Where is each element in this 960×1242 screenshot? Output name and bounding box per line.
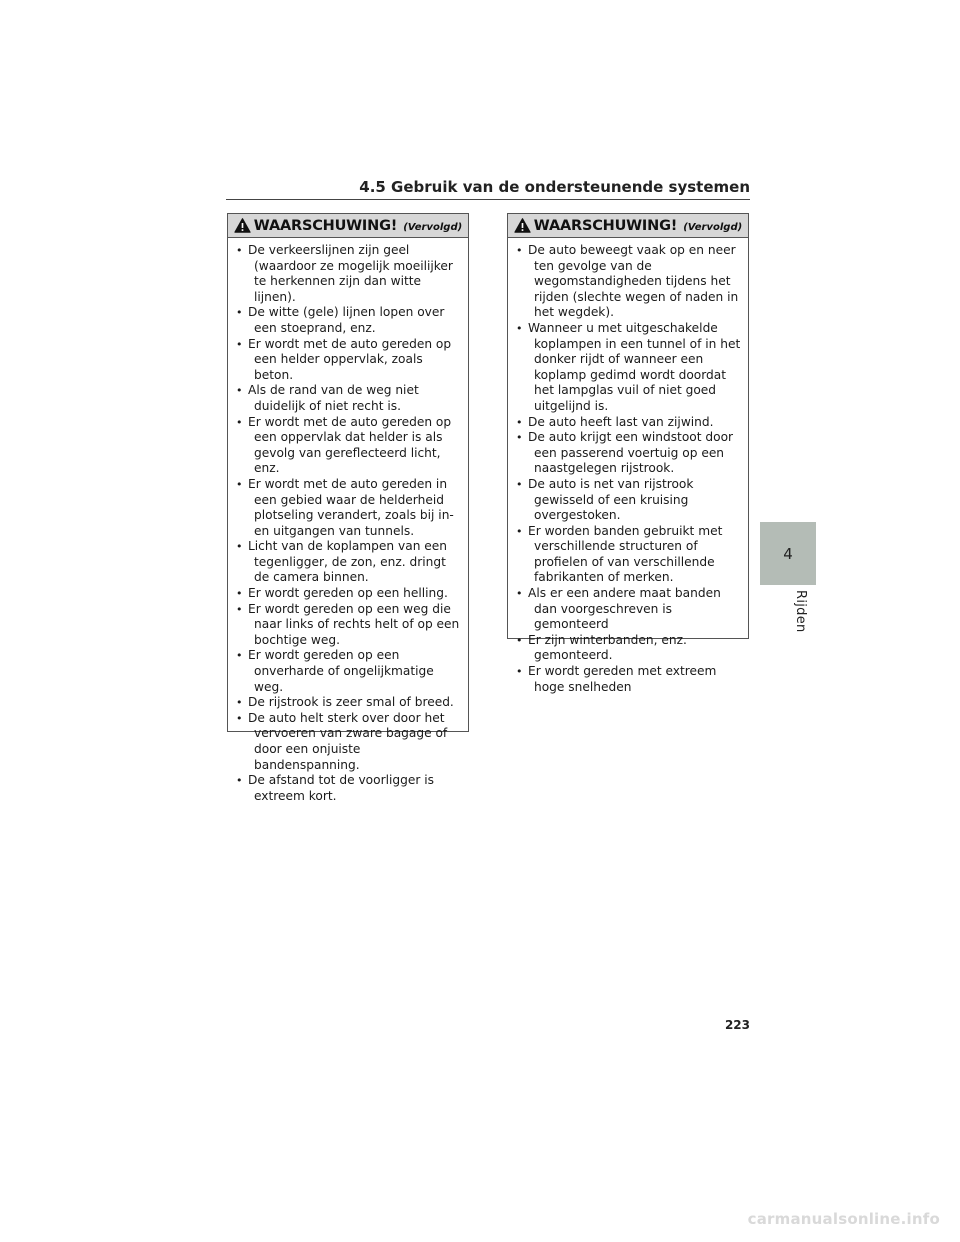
list-item: • De afstand tot de voorligger is extreem kort. [238,773,462,804]
list-item: • Er wordt met de auto gereden in een gebied waar de helderheid plotseling verandert, zoals bij in- en uitgangen van tunnels. [238,477,462,539]
warning-list [228,238,468,804]
list-item: • Als er een andere maat banden dan voorgeschreven is gemonteerd [518,586,742,633]
list-item: • Er wordt gereden met extreem hoge snelheden [518,664,742,695]
list-item: • De auto heeft last van zijwind. [518,415,742,431]
list-item: • Er wordt gereden op een onverharde of ongelijkmatige weg. [238,648,462,695]
warning-header [228,214,468,238]
chapter-number: 4 [783,544,793,563]
warning-title: WAARSCHUWING! [253,217,398,234]
section-header: 4.5 Gebruik van de ondersteunende systemen [359,178,750,196]
list-item: • Er worden banden gebruikt met verschillende structuren of profielen of van verschillende fabrikanten of merken. [518,524,742,586]
warning-title: WAARSCHUWING! [533,217,678,234]
chapter-label: Rijden [793,590,808,633]
list-item: • Wanneer u met uitgeschakelde koplampen in een tunnel of in het donker rijdt of wanneer een koplamp gedimd wordt doordat het lampglas vuil of niet goed uitgelijnd is. [518,321,742,415]
list-item: • Er wordt gereden op een weg die naar links of rechts helt of op een bochtige weg. [238,602,462,649]
list-item: • Er wordt met de auto gereden op een oppervlak dat helder is als gevolg van gereflecteerd licht, enz. [238,415,462,477]
list-item: • De rijstrook is zeer smal of breed. [238,695,462,711]
list-item: • Er zijn winterbanden, enz. gemonteerd. [518,633,742,664]
header-divider [226,199,750,200]
list-item: • Er wordt met de auto gereden op een helder oppervlak, zoals beton. [238,337,462,384]
list-item: • De auto beweegt vaak op en neer ten gevolge van de wegomstandigheden tijdens het rijden (slechte wegen of naden in het wegdek). [518,243,742,321]
chapter-tab [760,522,816,585]
list-item: • De auto krijgt een windstoot door een passerend voertuig op een naastgelegen rijstrook. [518,430,742,477]
watermark: carmanualsonline.info [747,1210,940,1228]
warning-triangle-icon [234,218,251,233]
warning-subtitle: (Vervolgd) [683,222,743,233]
list-item: • Als de rand van de weg niet duidelijk of niet recht is. [238,383,462,414]
list-item: • De auto is net van rijstrook gewisseld of een kruising overgestoken. [518,477,742,524]
list-item: • De verkeerslijnen zijn geel (waardoor ze mogelijk moeilijker te herkennen zijn dan witte lijnen). [238,243,462,305]
warning-box-right [507,213,749,694]
warning-triangle-icon [514,218,531,233]
warning-list [508,238,748,695]
list-item: • Licht van de koplampen van een tegenligger, de zon, enz. dringt de camera binnen. [238,539,462,586]
warning-box-left [227,213,469,803]
warning-subtitle: (Vervolgd) [403,222,463,233]
list-item: • De witte (gele) lijnen lopen over een stoeprand, enz. [238,305,462,336]
page-number: 223 [724,1018,750,1032]
warning-header [508,214,748,238]
list-item: • De auto helt sterk over door het vervoeren van zware bagage of door een onjuiste bandenspanning. [238,711,462,773]
list-item: • Er wordt gereden op een helling. [238,586,462,602]
